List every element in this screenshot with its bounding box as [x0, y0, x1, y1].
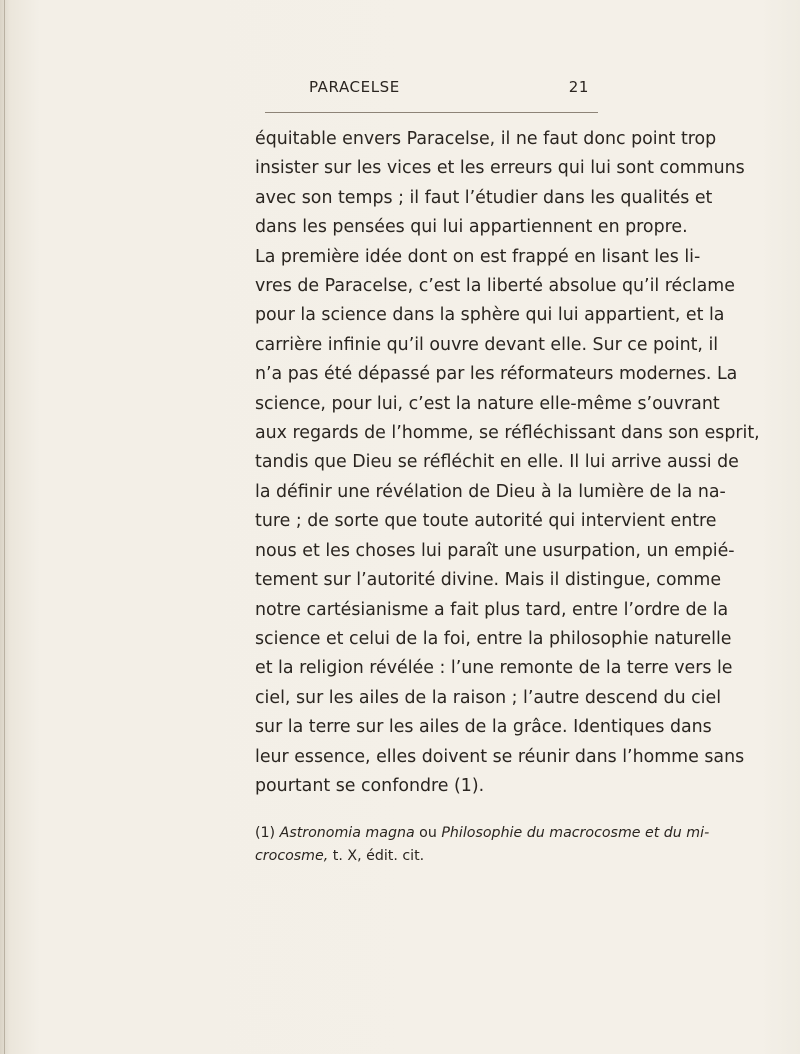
text-line: la définir une révélation de Dieu à la lumière de la na-: [255, 481, 726, 502]
text-line: insister sur les vices et les erreurs qui lui sont communs: [255, 158, 745, 179]
footnote-marker: (1): [255, 825, 276, 841]
text-line: science, pour lui, c’est la nature elle-même s’ouvrant: [255, 393, 720, 414]
text-line: et la religion révélée : l’une remonte de la terre vers le: [255, 658, 733, 679]
running-title: PARACELSE: [309, 78, 400, 96]
text-line: ture ; de sorte que toute autorité qui intervient entre: [255, 511, 717, 532]
body-text: [255, 125, 760, 801]
footnote-line: [255, 822, 710, 845]
text-line: n’a pas été dépassé par les réformateurs modernes. La: [255, 364, 738, 385]
running-head: [255, 78, 595, 104]
footnote-reference: t. X, édit. cit.: [332, 848, 425, 864]
text-line: nous et les choses lui paraît une usurpation, un empié-: [255, 540, 735, 561]
text-line: ciel, sur les ailes de la raison ; l’autre descend du ciel: [255, 687, 722, 708]
footnote-work-title-alt: Philosophie du macrocosme et du mi-: [441, 825, 710, 841]
text-line: vres de Paracelse, c’est la liberté absolue qu’il réclame: [255, 276, 735, 297]
text-line: pour la science dans la sphère qui lui appartient, et la: [255, 305, 725, 326]
page-number: 21: [568, 78, 589, 96]
text-line: leur essence, elles doivent se réunir dans l’homme sans: [255, 746, 745, 767]
text-line: carrière infinie qu’il ouvre devant elle. Sur ce point, il: [255, 334, 719, 355]
text-line: notre cartésianisme a fait plus tard, entre l’ordre de la: [255, 599, 729, 620]
page-gutter-edge: [4, 0, 5, 1054]
footnote-work-title-alt-cont: crocosme,: [255, 848, 329, 864]
text-line: pourtant se confondre (1).: [255, 775, 485, 796]
footnote-line: [255, 845, 600, 868]
footnote-work-title: Astronomia magna: [279, 825, 415, 841]
footnote: [255, 822, 710, 868]
footnote-connector: ou: [419, 825, 437, 841]
text-line: équitable envers Paracelse, il ne faut donc point trop: [255, 129, 717, 149]
text-line: science et celui de la foi, entre la philosophie naturelle: [255, 628, 732, 649]
text-line: aux regards de l’homme, se réfléchissant dans son esprit,: [255, 423, 760, 444]
text-line: La première idée dont on est frappé en lisant les li-: [255, 246, 701, 267]
text-line: dans les pensées qui lui appartiennent en propre.: [255, 217, 688, 238]
header-rule: [265, 112, 598, 113]
text-line: avec son temps ; il faut l’étudier dans les qualités et: [255, 187, 713, 208]
text-line: tandis que Dieu se réfléchit en elle. Il lui arrive aussi de: [255, 452, 739, 473]
text-line: sur la terre sur les ailes de la grâce. Identiques dans: [255, 717, 712, 738]
text-line: tement sur l’autorité divine. Mais il distingue, comme: [255, 570, 722, 591]
